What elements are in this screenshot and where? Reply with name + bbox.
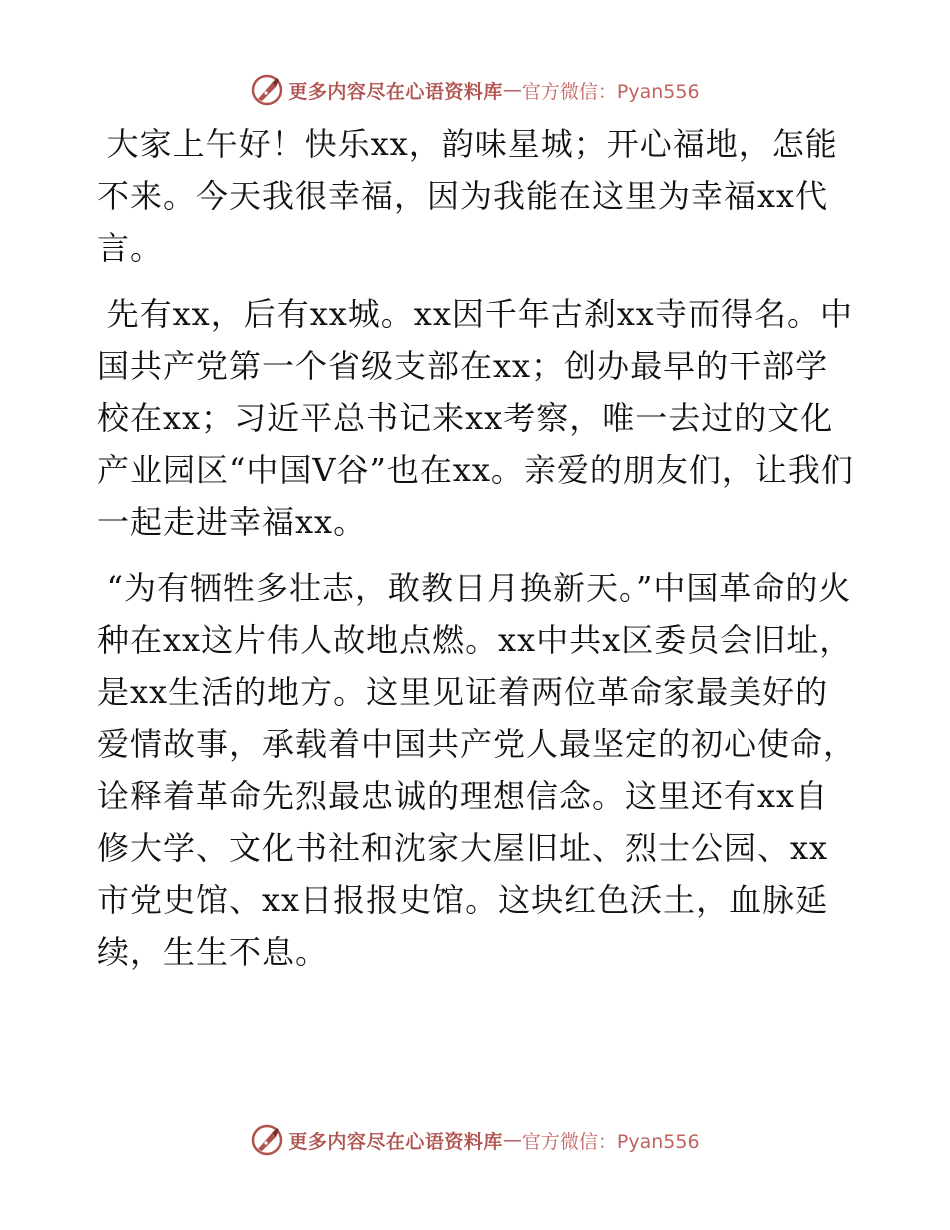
banner-wechat-text: 官方微信：Pyan556: [521, 1130, 700, 1153]
banner-brand-text: 更多内容尽在心语资料库: [288, 80, 503, 103]
banner-separator: —: [502, 1129, 522, 1151]
banner-brand-text: 更多内容尽在心语资料库: [288, 1130, 503, 1153]
header-banner: [0, 70, 950, 110]
pen-nib-logo-icon: [250, 73, 284, 107]
paragraph-3: “为有牺牲多壮志，敢教日月换新天。”中国革命的火种在xx这片伟人故地点燃。xx中共x区委员会旧址，是xx生活的地方。这里见证着两位革命家最美好的爱情故事，承载着中国共产党人最坚定的初心使命，诠释着革命先烈最忠诚的理想信念。这里还有xx自修大学、文化书社和沈家大屋旧址、烈士公园、xx市党史馆、xx日报报史馆。这块红色沃土，血脉延续，生生不息。: [97, 569, 857, 971]
document-body: [97, 118, 857, 992]
paragraph-1: 大家上午好！快乐xx，韵味星城；开心福地，怎能不来。今天我很幸福，因为我能在这里为幸福xx代言。: [97, 125, 838, 267]
banner-separator: —: [502, 79, 522, 101]
pen-nib-logo-icon: [250, 1123, 284, 1157]
paragraph-2: 先有xx，后有xx城。xx因千年古刹xx寺而得名。中国共产党第一个省级支部在xx；创办最早的干部学校在xx；习近平总书记来xx考察，唯一去过的文化产业园区“中国V谷”也在xx。亲爱的朋友们，让我们一起走进幸福xx。: [97, 295, 854, 541]
footer-banner: [0, 1120, 950, 1160]
banner-wechat-text: 官方微信：Pyan556: [521, 80, 700, 103]
